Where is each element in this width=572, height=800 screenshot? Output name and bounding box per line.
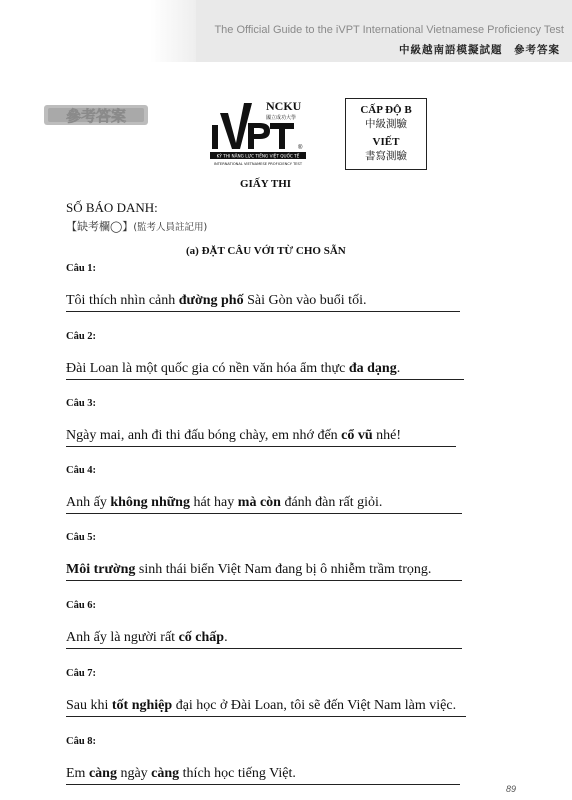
answer-underline (66, 648, 462, 649)
ivpt-logo (208, 99, 320, 171)
answer-keyword: tốt nghiệp (111, 698, 173, 713)
answer-keyword: Môi trường (66, 562, 136, 577)
candidate-id-label: SỐ BÁO DANH: (66, 200, 158, 215)
answer-line (66, 361, 400, 378)
level-vn: CẤP ĐỘ B (360, 104, 412, 116)
answer-line (66, 293, 366, 310)
logo-org-cn: 國立成功大學 (266, 115, 297, 121)
question-label: Câu 1: (66, 263, 97, 274)
question-label: Câu 6: (66, 600, 97, 611)
answer-text: hát hay (189, 495, 238, 510)
answer-underline (66, 580, 462, 581)
stamp-text: 參考答案 (65, 107, 127, 125)
answer-keyword: đường phố (178, 293, 244, 308)
answer-text: . (396, 361, 401, 376)
answer-underline (66, 446, 456, 447)
answer-line (66, 562, 431, 579)
absent-note: (監考人員註記用) (133, 222, 208, 233)
section-title: (a) ĐẶT CÂU VỚI TỪ CHO SẴN (186, 245, 346, 257)
answer-line (66, 630, 228, 647)
answer-line (66, 495, 382, 512)
answer-text: đại học ở Đài Loan, tôi sẽ đến Việt Nam làm việc. (172, 698, 457, 713)
answer-text: Sau khi (66, 698, 112, 713)
answer-keyword: đa dạng (348, 361, 397, 376)
question-label: Câu 7: (66, 668, 97, 679)
absent-field (66, 218, 207, 234)
answer-underline (66, 716, 466, 717)
answer-text: đánh đàn rất giỏi. (280, 495, 383, 510)
page-number: 89 (506, 784, 517, 794)
answer-underline (66, 311, 460, 312)
answer-underline (66, 513, 462, 514)
answer-text: Em (66, 766, 89, 781)
answer-text: thích học tiếng Việt. (179, 766, 296, 781)
answer-text: Anh ấy là người rất (66, 630, 179, 645)
absent-label: 【缺考欄◯】 (66, 220, 134, 233)
answer-text: Anh ấy (66, 495, 111, 510)
level-box (345, 98, 427, 170)
answer-key-stamp (42, 102, 150, 128)
skill-cn: 書寫測驗 (365, 150, 407, 162)
answer-text: Ngày mai, anh đi thi đấu bóng chày, em nhớ đến (66, 428, 342, 443)
answer-underline (66, 379, 464, 380)
question-label: Câu 3: (66, 398, 97, 409)
answer-text: Sài Gòn vào buổi tối. (243, 293, 367, 308)
logo-org: NCKU (266, 99, 302, 113)
answer-keyword: mà còn (237, 495, 281, 510)
answer-keyword: cổ vũ (341, 428, 373, 443)
answer-keyword: càng (88, 766, 117, 781)
answer-text: sinh thái biển Việt Nam đang bị ô nhiễm trầm trọng. (135, 562, 432, 577)
answer-text: Đài Loan là một quốc gia có nền văn hóa ẩm thực (66, 361, 349, 376)
answer-line (66, 428, 401, 445)
skill-vn: VIẾT (372, 136, 400, 148)
answer-line (66, 766, 296, 783)
question-label: Câu 5: (66, 532, 97, 543)
answer-text: . (224, 630, 228, 645)
question-label: Câu 8: (66, 736, 97, 747)
logo-vn-line: KỲ THI NĂNG LỰC TIẾNG VIỆT QUỐC TẾ (216, 153, 300, 159)
answer-keyword: càng (151, 766, 180, 781)
answer-line (66, 698, 456, 715)
book-title: The Official Guide to the iVPT International Vietnamese Proficiency Test (214, 24, 564, 36)
answer-text: ngày (116, 766, 152, 781)
answer-text: nhé! (372, 428, 402, 443)
answer-text: Tôi thích nhìn cảnh (66, 293, 179, 308)
logo-en-line: INTERNATIONAL VIETNAMESE PROFICIENCY TEST (213, 162, 303, 166)
question-label: Câu 4: (66, 465, 97, 476)
svg-text:®: ® (298, 145, 303, 151)
answer-keyword: không những (110, 495, 190, 510)
sheet-title: GIẤY THI (240, 178, 292, 190)
question-label: Câu 2: (66, 331, 97, 342)
level-cn: 中級測驗 (365, 118, 407, 130)
book-subtitle: 中級越南語模擬試題 參考答案 (399, 44, 560, 56)
answer-underline (66, 784, 460, 785)
answer-keyword: cố chấp (178, 630, 225, 645)
